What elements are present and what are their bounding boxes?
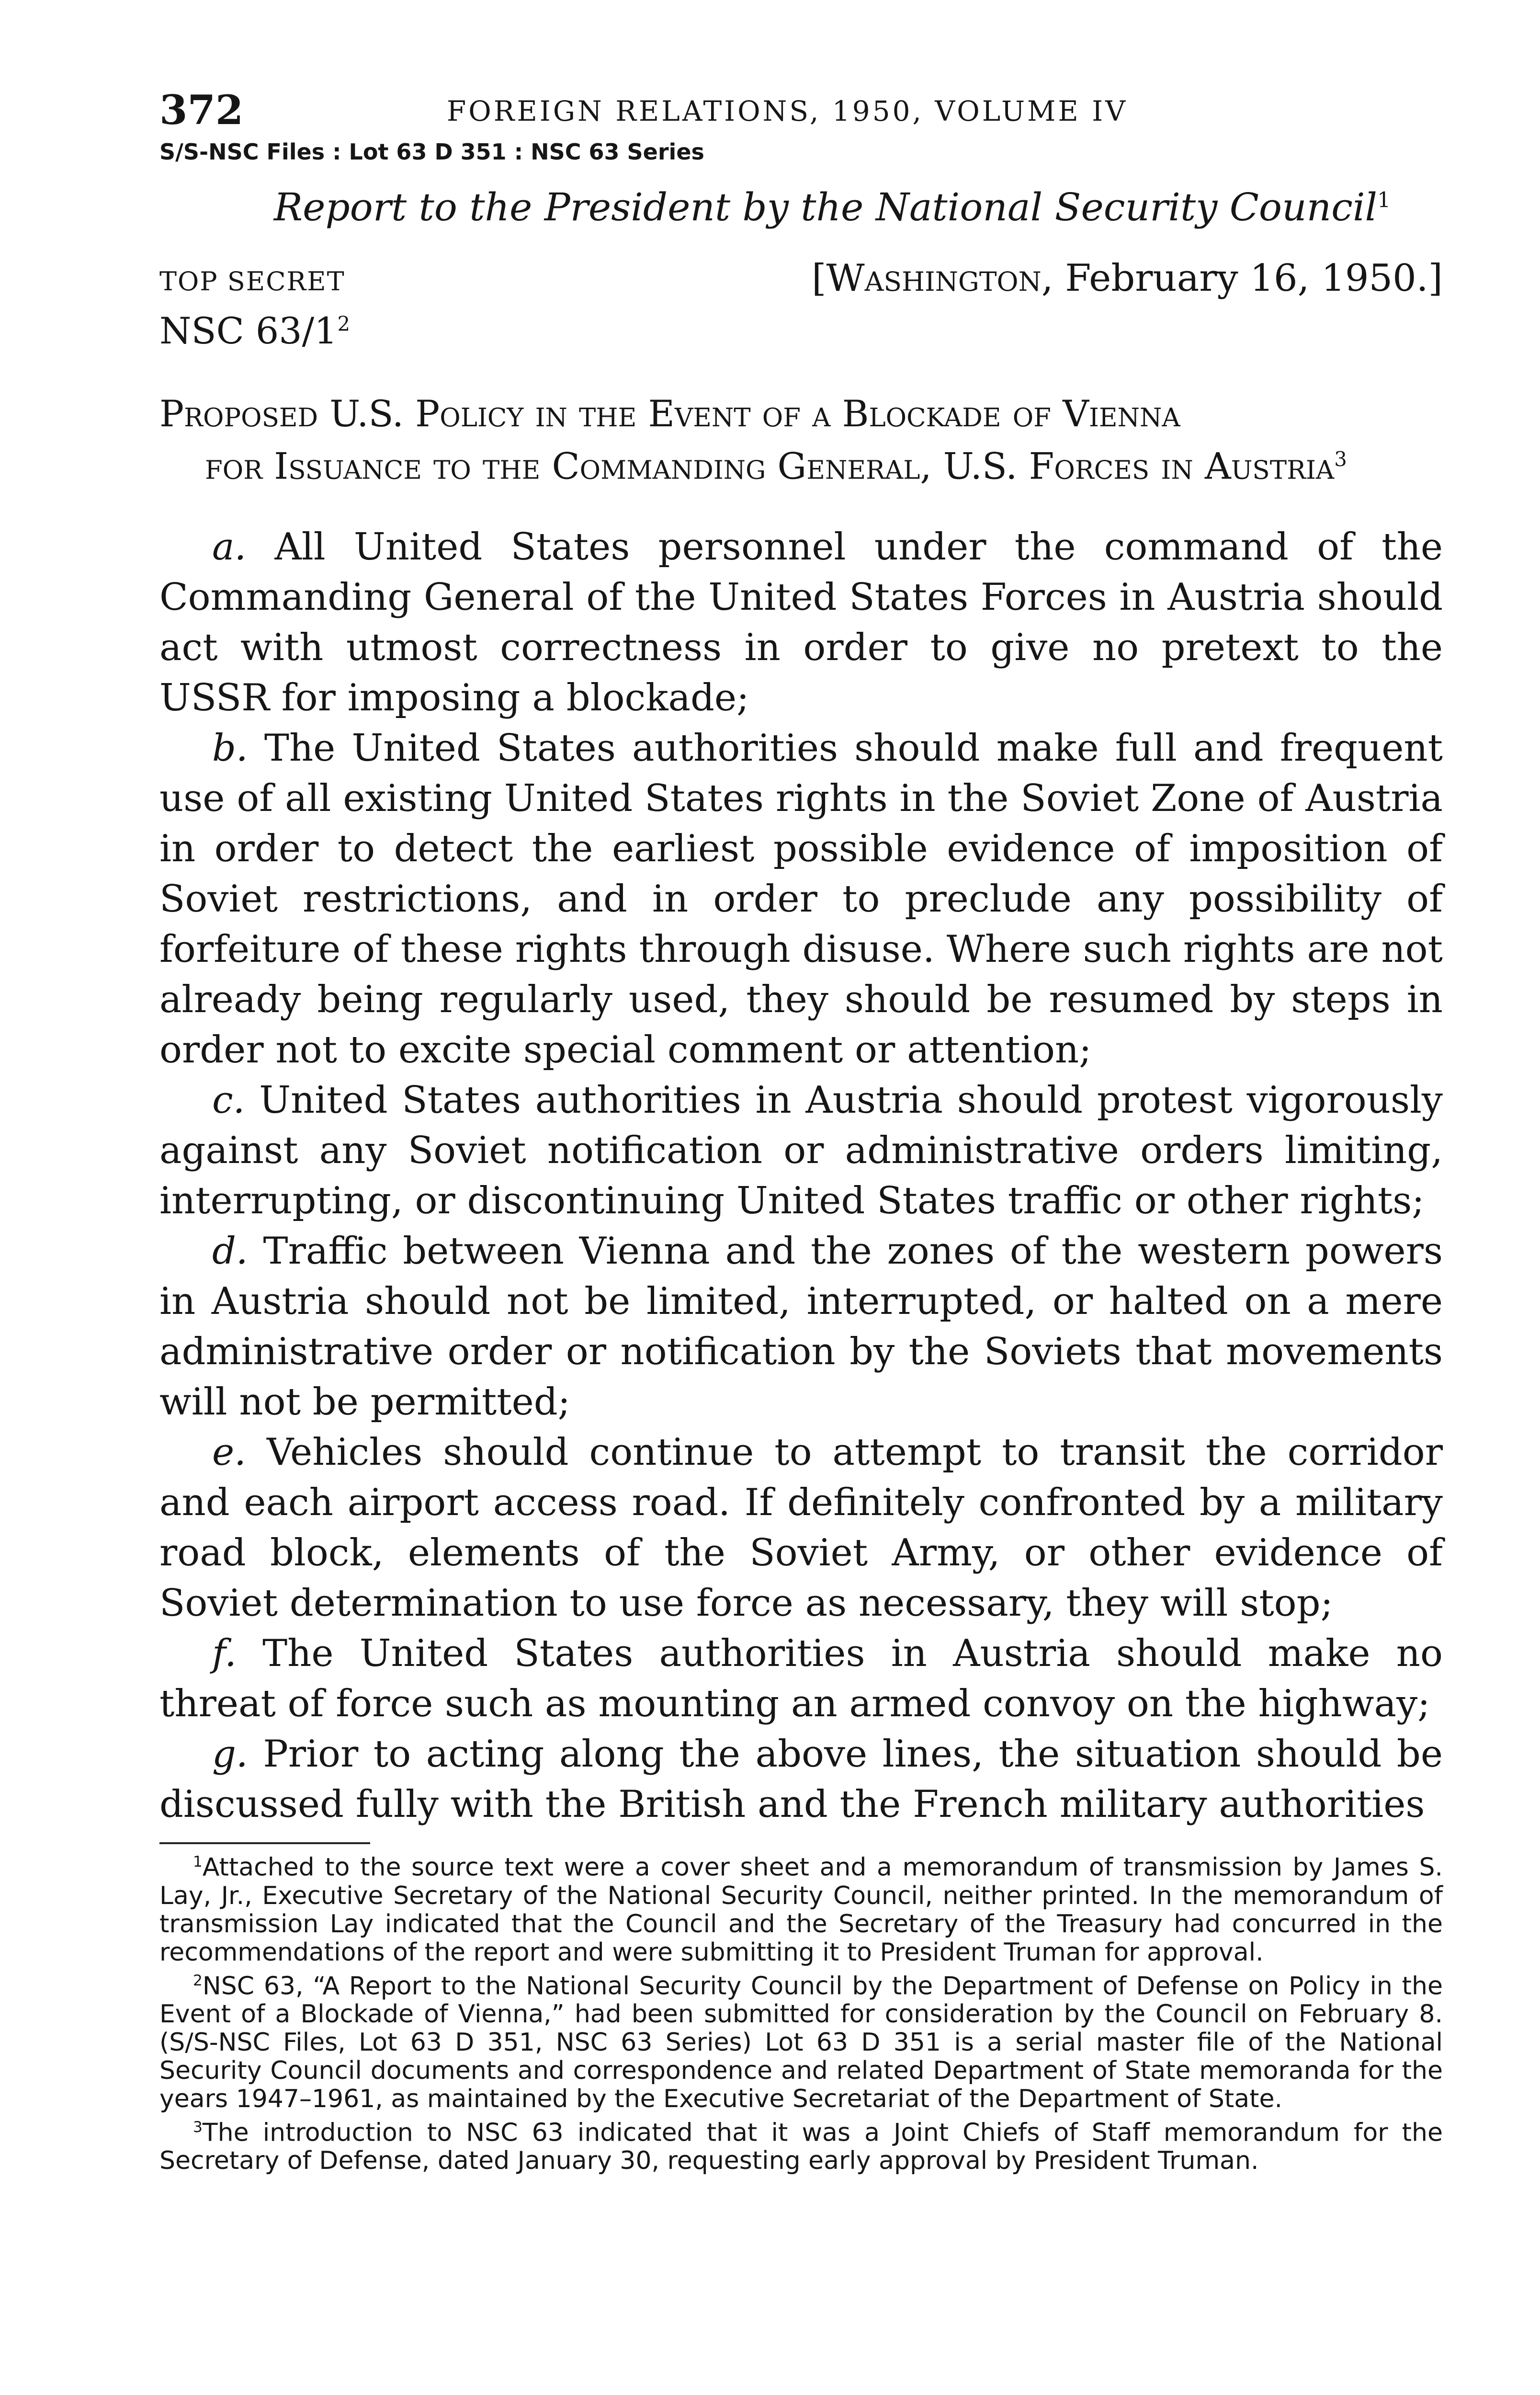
policy-item-c: c. United States authorities in Austria should protest vigorously against any Soviet notification or administrative orders limiting, interrupting, or discontinuing United States traffic or other rights;: [159, 1079, 1443, 1223]
policy-heading-line2: for Issuance to the Commanding General, U.S. Forces in Austria: [205, 445, 1335, 488]
page-number: 372: [159, 86, 244, 134]
document-number-text: NSC 63/1: [159, 309, 338, 352]
footnote-2: $^2$NSC 63, “A Report to the National Security Council by the Department of Defense on Policy in the Event of a Blockade of Vienna,” had been submitted for consideration by the Council on February 8. (S/S-NSC Files, Lot 63 D 351, NSC 63 Series) Lot 63 D 351 is a serial master file of the National Security Council documents and correspondence and related Department of State memoranda for the years 1947–1961, as maintained by the Executive Secretariat of the Department of State.: [159, 1971, 1443, 2113]
policy-items: [159, 522, 1443, 1830]
footnote-3: $^3$The introduction to NSC 63 indicated that it was a Joint Chiefs of Staff memorandum for the Secretary of Defense, dated January 30, requesting early approval by President Truman.: [159, 2118, 1443, 2176]
policy-item-e: e. Vehicles should continue to attempt to transit the corridor and each airport access road. If definitely confronted by a military road block, elements of the Soviet Army, or other evidence of Soviet determination to use force as necessary, they will stop;: [159, 1431, 1443, 1625]
policy-heading-line1: Proposed U.S. Policy in the Event of a Blockade of Vienna: [159, 392, 1180, 435]
meta-row: [159, 257, 1443, 309]
running-title: FOREIGN RELATIONS, 1950, VOLUME IV: [447, 95, 1128, 127]
policy-item-f: f. The United States authorities in Austria should make no threat of force such as mounting an armed convoy on the highway;: [159, 1632, 1443, 1726]
document-number: [159, 309, 1443, 391]
document-page: [159, 77, 1443, 2175]
dateline-place: Washington: [826, 257, 1042, 300]
policy-item-b: b. The United States authorities should make full and frequent use of all existing United States rights in the Soviet Zone of Austria in order to detect the earliest possible evidence of imposition of Soviet restrictions, and in order to preclude any possibility of forfeiture of these rights through disuse. Where such rights are not already being regularly used, they should be resumed by steps in order not to excite special comment or attention;: [159, 727, 1443, 1072]
dateline-date: , February 16, 1950.]: [1041, 257, 1443, 300]
footnote-ref-1: 1: [1377, 188, 1391, 213]
footnote-divider: [159, 1842, 370, 1844]
footnote-ref-2: 2: [337, 312, 351, 336]
dateline-open: [: [812, 257, 827, 300]
footnote-ref-3: 3: [1334, 447, 1347, 471]
policy-heading: [159, 391, 1443, 489]
footnotes: [159, 1848, 1443, 2175]
policy-item-d: d. Traffic between Vienna and the zones of the western powers in Austria should not be limited, interrupted, or halted on a mere administrative order or notification by the Soviets that movements will not be permitted;: [159, 1230, 1443, 1424]
policy-item-g: g. Prior to acting along the above lines, the situation should be discussed fully with the British and the French military authorities: [159, 1733, 1443, 1826]
page-header: [159, 77, 1443, 139]
files-reference: S/S-NSC Files : Lot 63 D 351 : NSC 63 Series: [159, 139, 704, 165]
dateline: [812, 257, 1443, 300]
classification-label: TOP SECRET: [159, 266, 345, 297]
report-title: [222, 185, 1443, 257]
footnote-1: $^1$Attached to the source text were a cover sheet and a memorandum of transmission by James S. Lay, Jr., Executive Secretary of the National Security Council, neither printed. In the memorandum of transmission Lay indicated that the Council and the Secretary of the Treasury had concurred in the recommendations of the report and were submitting it to President Truman for approval.: [159, 1853, 1443, 1967]
policy-item-a: a. All United States personnel under the command of the Commanding General of the United States Forces in Austria should act with utmost correctness in order to give no pretext to the USSR for imposing a blockade;: [159, 525, 1443, 720]
report-title-text: Report to the President by the National Security Council: [273, 185, 1378, 229]
